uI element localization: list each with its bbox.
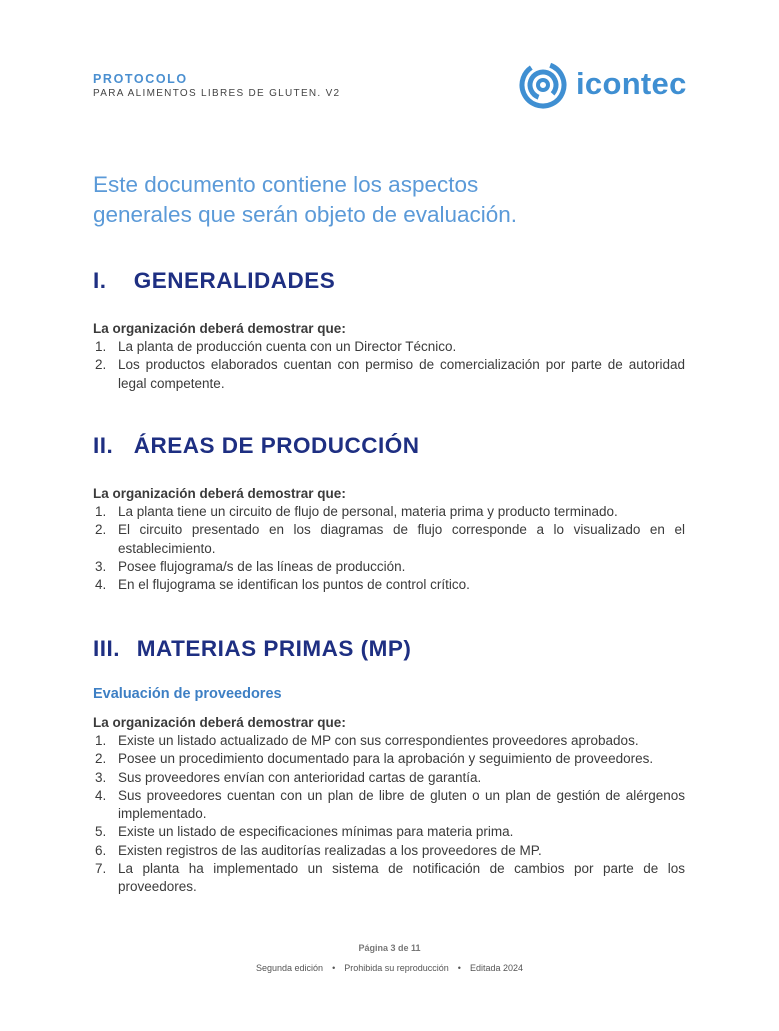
item-number: 3. — [95, 558, 107, 574]
footer-edited: Editada 2024 — [469, 963, 523, 973]
item-number: 1. — [95, 504, 107, 519]
item-text: Posee flujograma/s de las líneas de producción. — [118, 558, 406, 574]
item-text: La planta ha implementado un sistema de notificación de cambios por parte de los proveedores. — [118, 861, 685, 895]
item-number: 4. — [95, 787, 107, 803]
intro-line-1: Este documento contiene los aspectos — [93, 172, 479, 197]
list-item — [93, 732, 685, 750]
section-lead: La organización deberá demostrar que: — [93, 486, 346, 501]
item-text: Sus proveedores cuentan con un plan de libre de gluten o un plan de gestión de alérgenos implementado. — [118, 787, 685, 822]
item-number: 6. — [95, 842, 107, 858]
section-lead: La organización deberá demostrar que: — [93, 715, 346, 730]
list-item — [93, 503, 685, 521]
item-number: 4. — [95, 577, 107, 593]
subsection-heading: Evaluación de proveedores — [93, 686, 282, 702]
section-title: GENERALIDADES — [133, 268, 336, 293]
item-number: 7. — [95, 861, 107, 877]
section-heading — [93, 634, 693, 664]
item-number: 1. — [95, 733, 107, 748]
footer-info — [0, 963, 779, 973]
item-text: En el flujograma se identifican los puntos de control crítico. — [118, 577, 470, 593]
section-heading — [93, 266, 693, 296]
item-text: Sus proveedores envían con anterioridad cartas de garantía. — [118, 769, 482, 785]
intro-line-2: generales que serán objeto de evaluación. — [93, 202, 518, 227]
requirements-list — [93, 503, 685, 594]
logo-wordmark: icontec — [576, 66, 687, 101]
item-text: La planta de producción cuenta con un Director Técnico. — [118, 339, 457, 354]
page-number: Página 3 de 11 — [358, 943, 421, 953]
list-item — [93, 356, 685, 393]
footer-reproduction: Prohibida su reproducción — [344, 963, 449, 973]
item-number: 2. — [95, 522, 107, 538]
footer-separator: • — [457, 963, 461, 973]
list-item — [93, 558, 685, 576]
item-number: 2. — [95, 357, 107, 373]
footer-separator: • — [332, 963, 336, 973]
item-number: 3. — [95, 769, 107, 785]
requirements-list — [93, 732, 685, 897]
header-title: PROTOCOLO — [93, 72, 188, 86]
footer-edition: Segunda edición — [256, 963, 324, 973]
list-item — [93, 576, 685, 594]
section-lead: La organización deberá demostrar que: — [93, 321, 346, 336]
list-item — [93, 769, 685, 787]
list-item — [93, 787, 685, 824]
item-text: La planta tiene un circuito de flujo de personal, materia prima y producto terminado. — [118, 504, 618, 519]
item-text: Existe un listado de especificaciones mínimas para materia prima. — [118, 824, 514, 840]
section-number: I. — [93, 268, 107, 293]
section-areas-produccion — [93, 431, 693, 594]
section-title: MATERIAS PRIMAS (MP) — [136, 636, 412, 661]
item-text: El circuito presentado en los diagramas de flujo corresponde a lo visualizado en el establecimiento. — [118, 522, 685, 556]
section-materias-primas — [93, 634, 693, 897]
header-subtitle: PARA ALIMENTOS LIBRES DE GLUTEN. V2 — [93, 88, 341, 99]
icontec-logo — [518, 60, 688, 112]
section-title: ÁREAS DE PRODUCCIÓN — [133, 433, 420, 458]
list-item — [93, 860, 685, 897]
list-item — [93, 823, 685, 841]
list-item — [93, 750, 685, 768]
requirements-list — [93, 338, 685, 393]
section-heading — [93, 431, 693, 461]
item-text: Existen registros de las auditorías realizadas a los proveedores de MP. — [118, 842, 542, 858]
icontec-logo-icon — [518, 60, 570, 112]
item-text: Posee un procedimiento documentado para la aprobación y seguimiento de proveedores. — [118, 751, 654, 767]
section-generalidades — [93, 266, 693, 393]
item-text: Existe un listado actualizado de MP con sus correspondientes proveedores aprobados. — [118, 733, 639, 748]
item-number: 5. — [95, 824, 107, 840]
list-item — [93, 842, 685, 860]
section-number: II. — [93, 433, 114, 458]
list-item — [93, 521, 685, 558]
document-header — [93, 72, 340, 101]
section-number: III. — [93, 636, 121, 661]
list-item — [93, 338, 685, 356]
intro-statement — [93, 170, 693, 230]
item-number: 2. — [95, 751, 107, 767]
item-text: Los productos elaborados cuentan con permiso de comercialización por parte de autoridad legal competente. — [118, 357, 685, 391]
item-number: 1. — [95, 339, 107, 354]
